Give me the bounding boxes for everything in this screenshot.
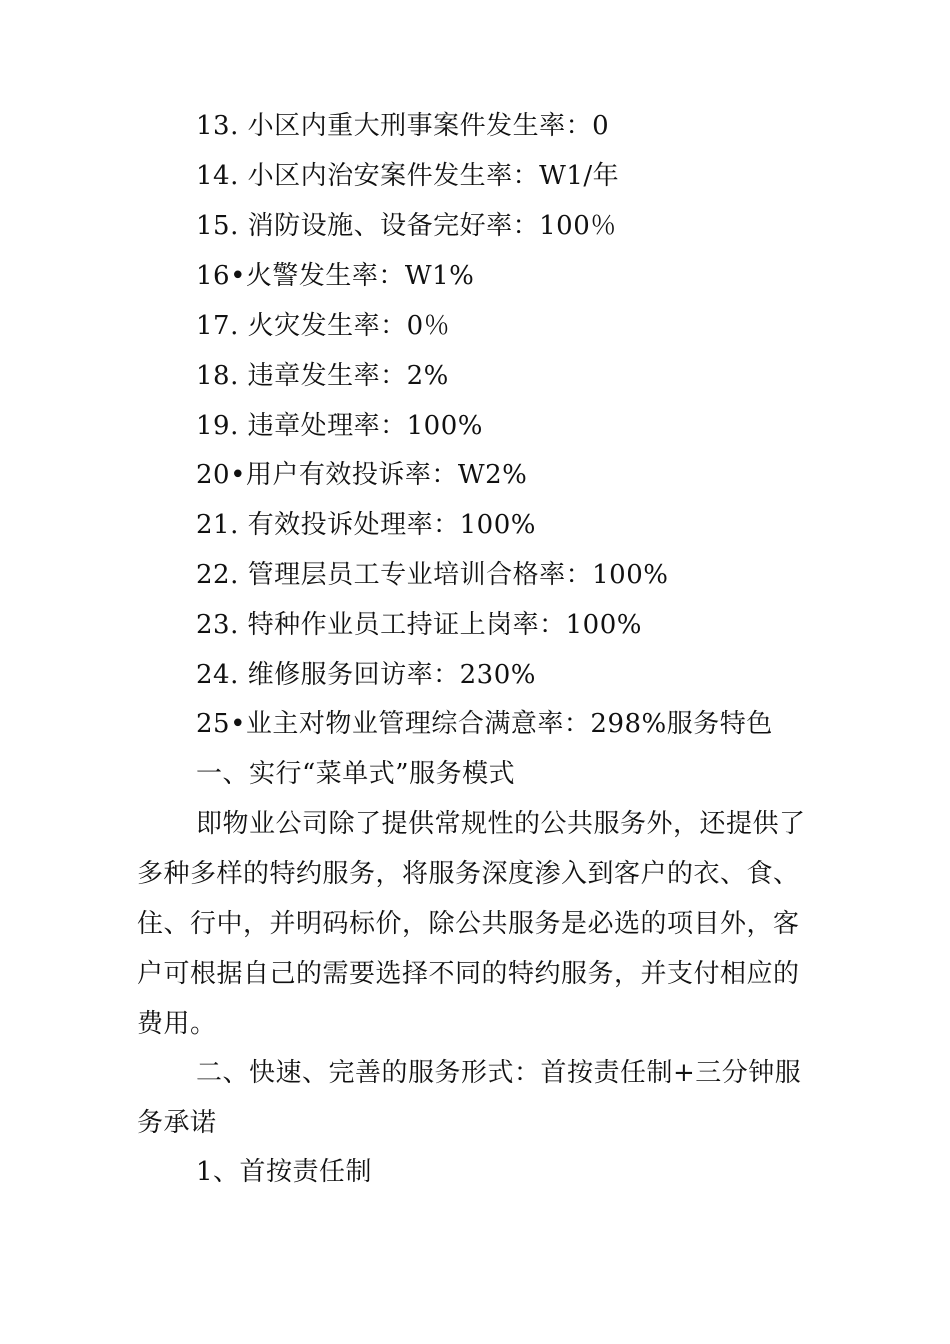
list-item-20: 20•用户有效投诉率：W2% [196, 460, 528, 490]
section-heading-menu-service: 一、实行“菜单式”服务模式 [196, 759, 516, 789]
section-heading-service-form: 二、快速、完善的服务形式：首按责任制+三分钟服务承诺 [137, 1058, 802, 1138]
list-item-23: 23. 特种作业员工持证上岗率：100% [196, 610, 642, 640]
list-item-15: 15. 消防设施、设备完好率：100％ [196, 211, 617, 241]
list-item-19: 19. 违章处理率：100% [196, 411, 483, 441]
list-item-21: 21. 有效投诉处理率：100% [196, 510, 536, 540]
paragraph-menu-service: 即物业公司除了提供常规性的公共服务外，还提供了多种多样的特约服务，将服务深度渗入到客户的衣、食、住、行中，并明码标价，除公共服务是必选的项目外，客户可根据自己的需要选择不同的特约服务，并支付相应的费用。 [137, 809, 806, 1039]
list-item-14: 14. 小区内治安案件发生率：W1/年 [196, 161, 620, 191]
subsection-heading-first-responsibility: 1、首按责任制 [196, 1157, 373, 1187]
list-item-17: 17. 火灾发生率：0％ [196, 311, 451, 341]
list-item-16: 16•火警发生率：W1% [196, 261, 475, 291]
list-item-13: 13. 小区内重大刑事案件发生率：0 [196, 111, 610, 141]
list-item-18: 18. 违章发生率：2% [196, 361, 449, 391]
list-item-24: 24. 维修服务回访率：230% [196, 660, 536, 690]
list-item-25: 25•业主对物业管理综合满意率：298%服务特色 [196, 709, 773, 739]
list-item-22: 22. 管理层员工专业培训合格率：100% [196, 560, 669, 590]
